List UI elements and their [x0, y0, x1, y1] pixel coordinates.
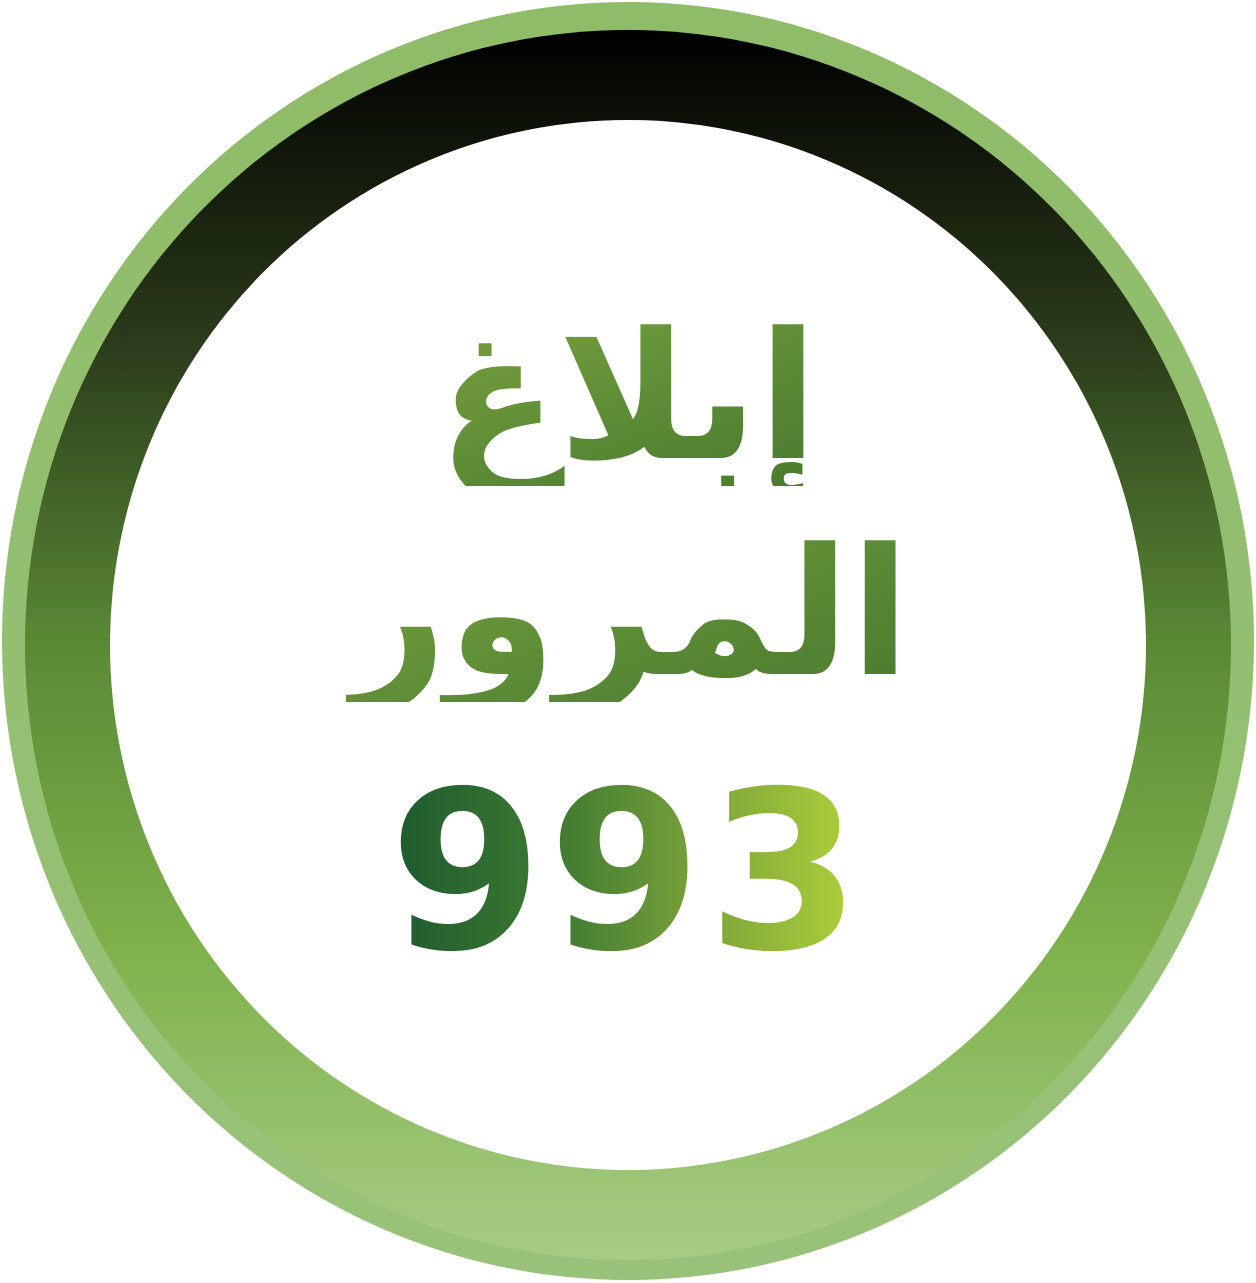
title-line-traffic: المرور [345, 511, 911, 716]
title-line-report: إبلاغ [437, 295, 819, 500]
badge-content [110, 120, 1146, 1170]
phone-number: 993 [389, 744, 867, 1000]
